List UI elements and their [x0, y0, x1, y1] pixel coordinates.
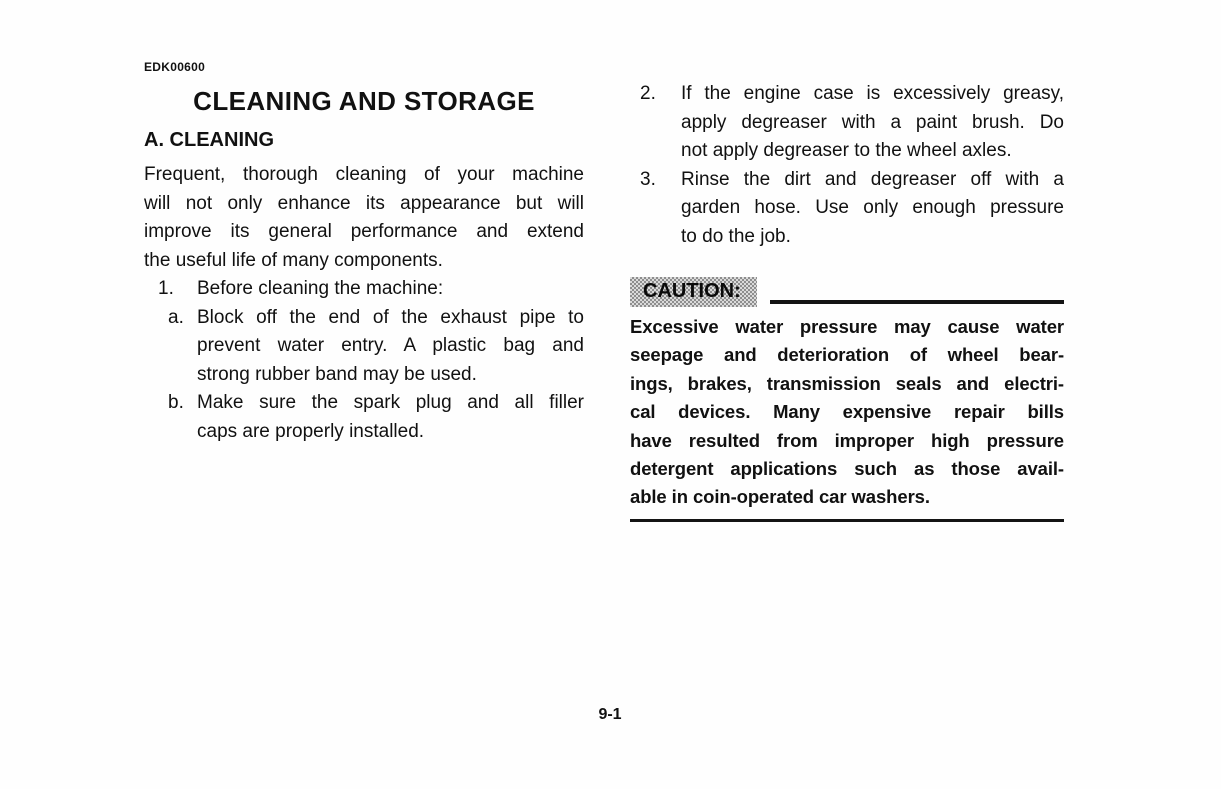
text-line: If the engine case is excessively greasy, [681, 83, 1064, 104]
text-line: Rinse the dirt and degreaser off with a [681, 168, 1064, 190]
text-line: Block off the end of the exhaust pipe to [197, 306, 584, 328]
list-item-text [681, 80, 1064, 166]
text-line: cal devices. Many expensive repair bills [630, 401, 1064, 423]
caution-bottom-rule [630, 519, 1064, 522]
text-line: Frequent, thorough cleaning of your machine [144, 164, 584, 185]
text-line: ings, brakes, transmission seals and electri- [630, 372, 1064, 394]
caution-paragraph [630, 313, 1064, 512]
list-item-3 [630, 166, 1064, 252]
document-code: EDK00600 [144, 60, 206, 74]
list-number: 3. [640, 168, 656, 190]
page-number: 9-1 [598, 706, 622, 723]
text-line: apply degreaser with a paint brush. Do [681, 111, 1064, 133]
list-item-a [144, 304, 584, 390]
caution-header-rule [770, 300, 1064, 304]
list-item-text [197, 389, 584, 446]
intro-paragraph [144, 161, 584, 275]
text-line: strong rubber band may be used. [197, 363, 477, 385]
left-column [144, 60, 584, 446]
text-line: prevent water entry. A plastic bag and [197, 335, 584, 356]
list-item-b [144, 389, 584, 446]
right-column [630, 80, 1064, 522]
text-line: Before cleaning the machine: [197, 278, 444, 299]
list-item-text [197, 304, 584, 390]
caution-header [630, 277, 1064, 307]
text-line: detergent applications such as those avail- [630, 458, 1064, 480]
text-line: to do the job. [681, 225, 791, 247]
text-line: garden hose. Use only enough pressure [681, 197, 1064, 218]
text-line: not apply degreaser to the wheel axles. [681, 140, 1012, 161]
text-line: will not only enhance its appearance but will [144, 192, 584, 214]
list-item-text [681, 166, 1064, 252]
list-number: a. [168, 306, 184, 328]
list-item-text [197, 275, 584, 304]
text-line: Excessive water pressure may cause water [630, 316, 1064, 337]
list-item-1 [144, 275, 584, 304]
section-heading-cleaning: A. CLEANING [144, 129, 274, 151]
page-title: CLEANING AND STORAGE [193, 86, 535, 116]
text-line: the useful life of many components. [144, 249, 443, 271]
text-line: improve its general performance and extend [144, 221, 584, 242]
text-line: Make sure the spark plug and all filler [197, 392, 584, 413]
list-number: b. [168, 392, 184, 413]
list-number: 1. [158, 278, 174, 299]
text-line: caps are properly installed. [197, 420, 425, 442]
list-number: 2. [640, 83, 656, 104]
list-item-2 [630, 80, 1064, 166]
text-line: have resulted from improper high pressure [630, 429, 1064, 451]
text-line: able in coin-operated car washers. [630, 486, 930, 508]
caution-label: CAUTION: [630, 277, 757, 307]
text-line: seepage and deterioration of wheel bear- [630, 344, 1064, 366]
